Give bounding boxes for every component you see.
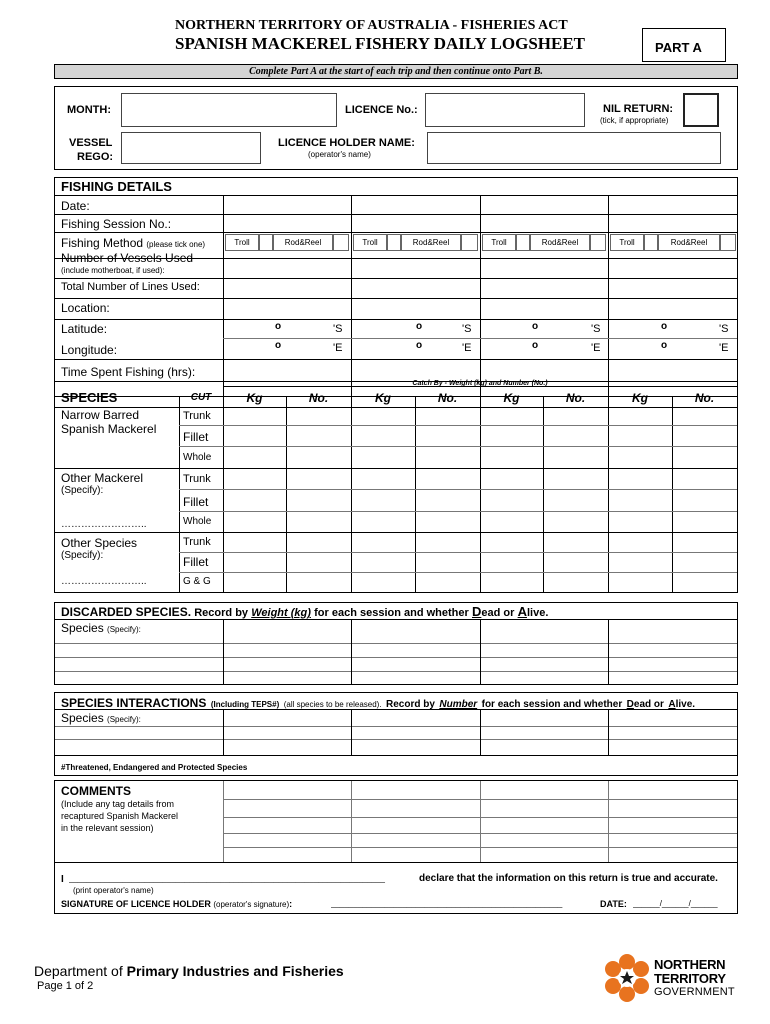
nt-government-logo bbox=[602, 953, 742, 1003]
session-label: Fishing Session No.: bbox=[61, 217, 172, 231]
col-line bbox=[608, 781, 609, 862]
troll-option[interactable]: Troll bbox=[482, 234, 516, 251]
teps-footnote: #Threatened, Endangered and Protected Species bbox=[61, 763, 248, 772]
row-line bbox=[55, 755, 737, 756]
vessel-label: VESSEL bbox=[69, 137, 113, 149]
holder-name-note: (operator's name) bbox=[308, 150, 371, 159]
row-line bbox=[179, 572, 737, 573]
degree-symbol: o bbox=[275, 340, 282, 351]
rodreel-option[interactable]: Rod&Reel bbox=[530, 234, 590, 251]
rego-label: REGO: bbox=[77, 151, 114, 163]
kg-header: Kg bbox=[503, 391, 520, 405]
col-line bbox=[480, 709, 481, 755]
south-marker: 'S bbox=[591, 323, 601, 335]
row-line bbox=[223, 338, 737, 339]
east-marker: 'E bbox=[462, 342, 472, 354]
col-line bbox=[223, 619, 224, 685]
kg-header: Kg bbox=[632, 391, 648, 405]
row-line bbox=[179, 446, 737, 447]
rodreel-tick-box[interactable] bbox=[333, 234, 349, 251]
col-line bbox=[480, 781, 481, 862]
interactions-species-label bbox=[61, 711, 141, 725]
col-line bbox=[608, 195, 609, 396]
south-marker: 'S bbox=[462, 323, 472, 335]
instruction-banner bbox=[54, 64, 738, 79]
col-line bbox=[351, 195, 352, 396]
cut-fillet: Fillet bbox=[183, 555, 209, 569]
comments-note-3: in the relevant session) bbox=[61, 823, 154, 833]
alive-rest: live. bbox=[675, 699, 696, 710]
interactions-text: Record by bbox=[386, 699, 435, 710]
nil-return-note: (tick, if appropriate) bbox=[600, 116, 669, 125]
col-line bbox=[608, 709, 609, 755]
row-line bbox=[55, 726, 737, 727]
cut-gg: G & G bbox=[183, 576, 211, 587]
logo-territory: TERRITORY bbox=[654, 971, 726, 986]
dead-rest: ead or bbox=[481, 607, 515, 619]
time-label: Time Spent Fishing (hrs): bbox=[61, 365, 196, 379]
dead-letter: D bbox=[626, 699, 634, 710]
date-label: DATE: bbox=[600, 899, 627, 909]
south-marker: 'S bbox=[333, 323, 343, 335]
banner-text: Complete Part A at the start of each trip and then continue onto Part B. bbox=[249, 66, 543, 77]
no-header: No. bbox=[437, 391, 458, 405]
cut-trunk: Trunk bbox=[183, 536, 211, 548]
degree-symbol: o bbox=[275, 321, 282, 332]
species-text: Species bbox=[61, 711, 104, 725]
signature-line[interactable]: ____________________________________________________ bbox=[331, 899, 563, 908]
rodreel-option[interactable]: Rod&Reel bbox=[401, 234, 461, 251]
row-line bbox=[55, 407, 737, 408]
location-label: Location: bbox=[61, 301, 110, 315]
part-a-box bbox=[642, 28, 726, 62]
fishing-details-title: FISHING DETAILS bbox=[61, 179, 172, 194]
interactions-heading: SPECIES INTERACTIONS bbox=[61, 696, 207, 710]
col-line bbox=[608, 619, 609, 685]
specify-dots: …………………….. bbox=[61, 576, 147, 587]
vessels-label: Number of Vessels Used bbox=[61, 251, 194, 265]
east-marker: 'E bbox=[719, 342, 729, 354]
col-line bbox=[480, 195, 481, 396]
licence-details-section bbox=[54, 86, 738, 170]
row-line bbox=[55, 619, 737, 620]
signature-colon: : bbox=[289, 899, 293, 909]
rodreel-tick-box[interactable] bbox=[590, 234, 606, 251]
lines-label: Total Number of Lines Used: bbox=[61, 281, 200, 293]
licence-number-field[interactable] bbox=[425, 93, 585, 127]
col-line bbox=[223, 195, 224, 396]
row-line bbox=[55, 359, 737, 360]
method-label bbox=[61, 236, 205, 250]
operator-name-line[interactable]: _______________________________________________________________________ bbox=[69, 874, 385, 883]
signature-label bbox=[61, 899, 292, 909]
interactions-number: Number bbox=[439, 699, 478, 710]
kg-header: Kg bbox=[246, 391, 263, 405]
row-line bbox=[55, 739, 737, 740]
vessels-note: (include motherboat, if used): bbox=[61, 266, 165, 275]
vessel-rego-field[interactable] bbox=[121, 132, 261, 164]
east-marker: 'E bbox=[591, 342, 601, 354]
species-text: Species bbox=[61, 621, 104, 635]
dept-prefix: Department of bbox=[34, 963, 123, 979]
degree-symbol: o bbox=[532, 321, 539, 332]
cut-header: CUT bbox=[190, 392, 212, 403]
fishing-details-section bbox=[54, 177, 738, 593]
cut-trunk: Trunk bbox=[183, 410, 211, 422]
part-label: PART A bbox=[655, 40, 702, 55]
declaration-text: declare that the information on this return is true and accurate. bbox=[419, 873, 718, 884]
row-line bbox=[179, 425, 737, 426]
species-header: SPECIES bbox=[61, 390, 118, 405]
longitude-label: Longitude: bbox=[61, 343, 118, 357]
cut-whole: Whole bbox=[183, 516, 212, 527]
discarded-text2: for each session and whether bbox=[314, 607, 469, 619]
spanish-mackerel-label: Spanish Mackerel bbox=[61, 422, 157, 436]
row-line bbox=[55, 468, 737, 469]
discarded-species-section bbox=[54, 602, 738, 685]
discarded-text: Record by bbox=[194, 607, 249, 619]
latitude-label: Latitude: bbox=[61, 322, 108, 336]
nil-return-checkbox[interactable] bbox=[683, 93, 719, 127]
troll-tick-box[interactable] bbox=[516, 234, 530, 251]
date-label: Date: bbox=[61, 199, 90, 213]
comments-section bbox=[54, 780, 738, 914]
date-line[interactable]: ______/______/______ bbox=[633, 899, 718, 908]
specify-label: (Specify): bbox=[61, 550, 104, 561]
nt-flower-icon bbox=[602, 953, 652, 1003]
south-marker: 'S bbox=[719, 323, 729, 335]
alive-rest: live. bbox=[526, 607, 549, 619]
row-line bbox=[55, 319, 737, 320]
no-header: No. bbox=[308, 391, 329, 405]
row-line bbox=[55, 278, 737, 279]
other-species-label: Other Species bbox=[61, 536, 138, 550]
row-line bbox=[55, 671, 737, 672]
row-line bbox=[55, 862, 737, 863]
col-line bbox=[223, 781, 224, 862]
specify-dots: …………………….. bbox=[61, 519, 147, 530]
species-interactions-section bbox=[54, 692, 738, 776]
troll-tick-box[interactable] bbox=[387, 234, 401, 251]
holder-name-label: LICENCE HOLDER NAME: bbox=[278, 137, 415, 149]
interactions-text2: for each session and whether bbox=[481, 699, 623, 710]
discarded-weight: Weight (kg) bbox=[251, 607, 311, 619]
including-teps: (Including TEPS#) bbox=[210, 700, 280, 709]
degree-symbol: o bbox=[416, 340, 423, 351]
nil-return-label: NIL RETURN: bbox=[603, 103, 674, 115]
discarded-title bbox=[61, 604, 548, 619]
alive-letter: A bbox=[668, 699, 676, 710]
specify-label: (Specify): bbox=[61, 485, 104, 496]
comments-title: COMMENTS bbox=[61, 784, 131, 798]
degree-symbol: o bbox=[416, 321, 423, 332]
troll-option[interactable]: Troll bbox=[610, 234, 644, 251]
row-line bbox=[55, 532, 737, 533]
col-line bbox=[351, 709, 352, 755]
month-label: MONTH: bbox=[67, 104, 111, 116]
method-note: (please tick one) bbox=[146, 240, 206, 249]
col-line bbox=[351, 781, 352, 862]
page-number: Page 1 of 2 bbox=[37, 980, 94, 992]
troll-option[interactable]: Troll bbox=[225, 234, 259, 251]
col-line bbox=[223, 709, 224, 755]
east-marker: 'E bbox=[333, 342, 343, 354]
troll-tick-box[interactable] bbox=[644, 234, 658, 251]
degree-symbol: o bbox=[532, 340, 539, 351]
comments-note-2: recaptured Spanish Mackerel bbox=[61, 811, 179, 821]
interactions-title bbox=[61, 694, 695, 712]
rodreel-option[interactable]: Rod&Reel bbox=[273, 234, 333, 251]
cut-trunk: Trunk bbox=[183, 473, 211, 485]
department-name bbox=[34, 963, 344, 979]
row-line bbox=[55, 214, 737, 215]
no-header: No. bbox=[565, 391, 586, 405]
signature-text: SIGNATURE OF LICENCE HOLDER bbox=[61, 899, 211, 909]
row-line bbox=[55, 643, 737, 644]
rodreel-option[interactable]: Rod&Reel bbox=[658, 234, 720, 251]
dead-letter: D bbox=[471, 604, 482, 619]
cut-fillet: Fillet bbox=[183, 430, 209, 444]
logo-government: GOVERNMENT bbox=[654, 986, 735, 998]
troll-tick-box[interactable] bbox=[259, 234, 273, 251]
specify-note: (Specify): bbox=[107, 715, 141, 724]
degree-symbol: o bbox=[661, 340, 668, 351]
logo-northern: NORTHERN bbox=[654, 957, 726, 972]
specify-note: (Specify): bbox=[107, 625, 141, 634]
discarded-species-label bbox=[61, 621, 141, 635]
row-line bbox=[179, 552, 737, 553]
degree-symbol: o bbox=[661, 321, 668, 332]
rodreel-tick-box[interactable] bbox=[461, 234, 478, 251]
no-header: No. bbox=[694, 391, 715, 405]
method-text: Fishing Method bbox=[61, 236, 144, 250]
row-line bbox=[55, 232, 737, 233]
col-line bbox=[480, 619, 481, 685]
troll-option[interactable]: Troll bbox=[353, 234, 387, 251]
cut-whole: Whole bbox=[183, 452, 212, 463]
month-field[interactable] bbox=[121, 93, 337, 127]
row-line bbox=[55, 657, 737, 658]
print-name-note: (print operator's name) bbox=[73, 886, 154, 895]
narrow-barred-label: Narrow Barred bbox=[61, 408, 140, 422]
row-line bbox=[179, 489, 737, 490]
comments-note-1: (Include any tag details from bbox=[61, 799, 175, 809]
kg-header: Kg bbox=[375, 391, 391, 405]
row-line bbox=[179, 511, 737, 512]
rodreel-tick-box[interactable] bbox=[720, 234, 736, 251]
form-title: SPANISH MACKEREL FISHERY DAILY LOGSHEET bbox=[175, 34, 586, 53]
signature-note: (operator's signature) bbox=[213, 900, 290, 909]
declaration-i: I bbox=[61, 874, 64, 885]
discarded-heading: DISCARDED SPECIES. bbox=[61, 605, 192, 619]
other-mackerel-label: Other Mackerel bbox=[61, 471, 144, 485]
row-line bbox=[55, 195, 737, 196]
all-released: (all species to be released). bbox=[283, 700, 382, 709]
alive-letter: A bbox=[517, 604, 527, 619]
catch-caption: Catch By - Weight (kg) and Number (No.) bbox=[412, 380, 548, 387]
col-line bbox=[351, 619, 352, 685]
holder-name-field[interactable] bbox=[427, 132, 721, 164]
licence-label: LICENCE No.: bbox=[345, 104, 418, 116]
dept-bold: Primary Industries and Fisheries bbox=[126, 963, 344, 979]
header-line1: NORTHERN TERRITORY OF AUSTRALIA - FISHERIES ACT bbox=[175, 18, 568, 33]
row-line bbox=[55, 298, 737, 299]
dead-rest: ead or bbox=[633, 699, 664, 710]
cut-fillet: Fillet bbox=[183, 495, 209, 509]
